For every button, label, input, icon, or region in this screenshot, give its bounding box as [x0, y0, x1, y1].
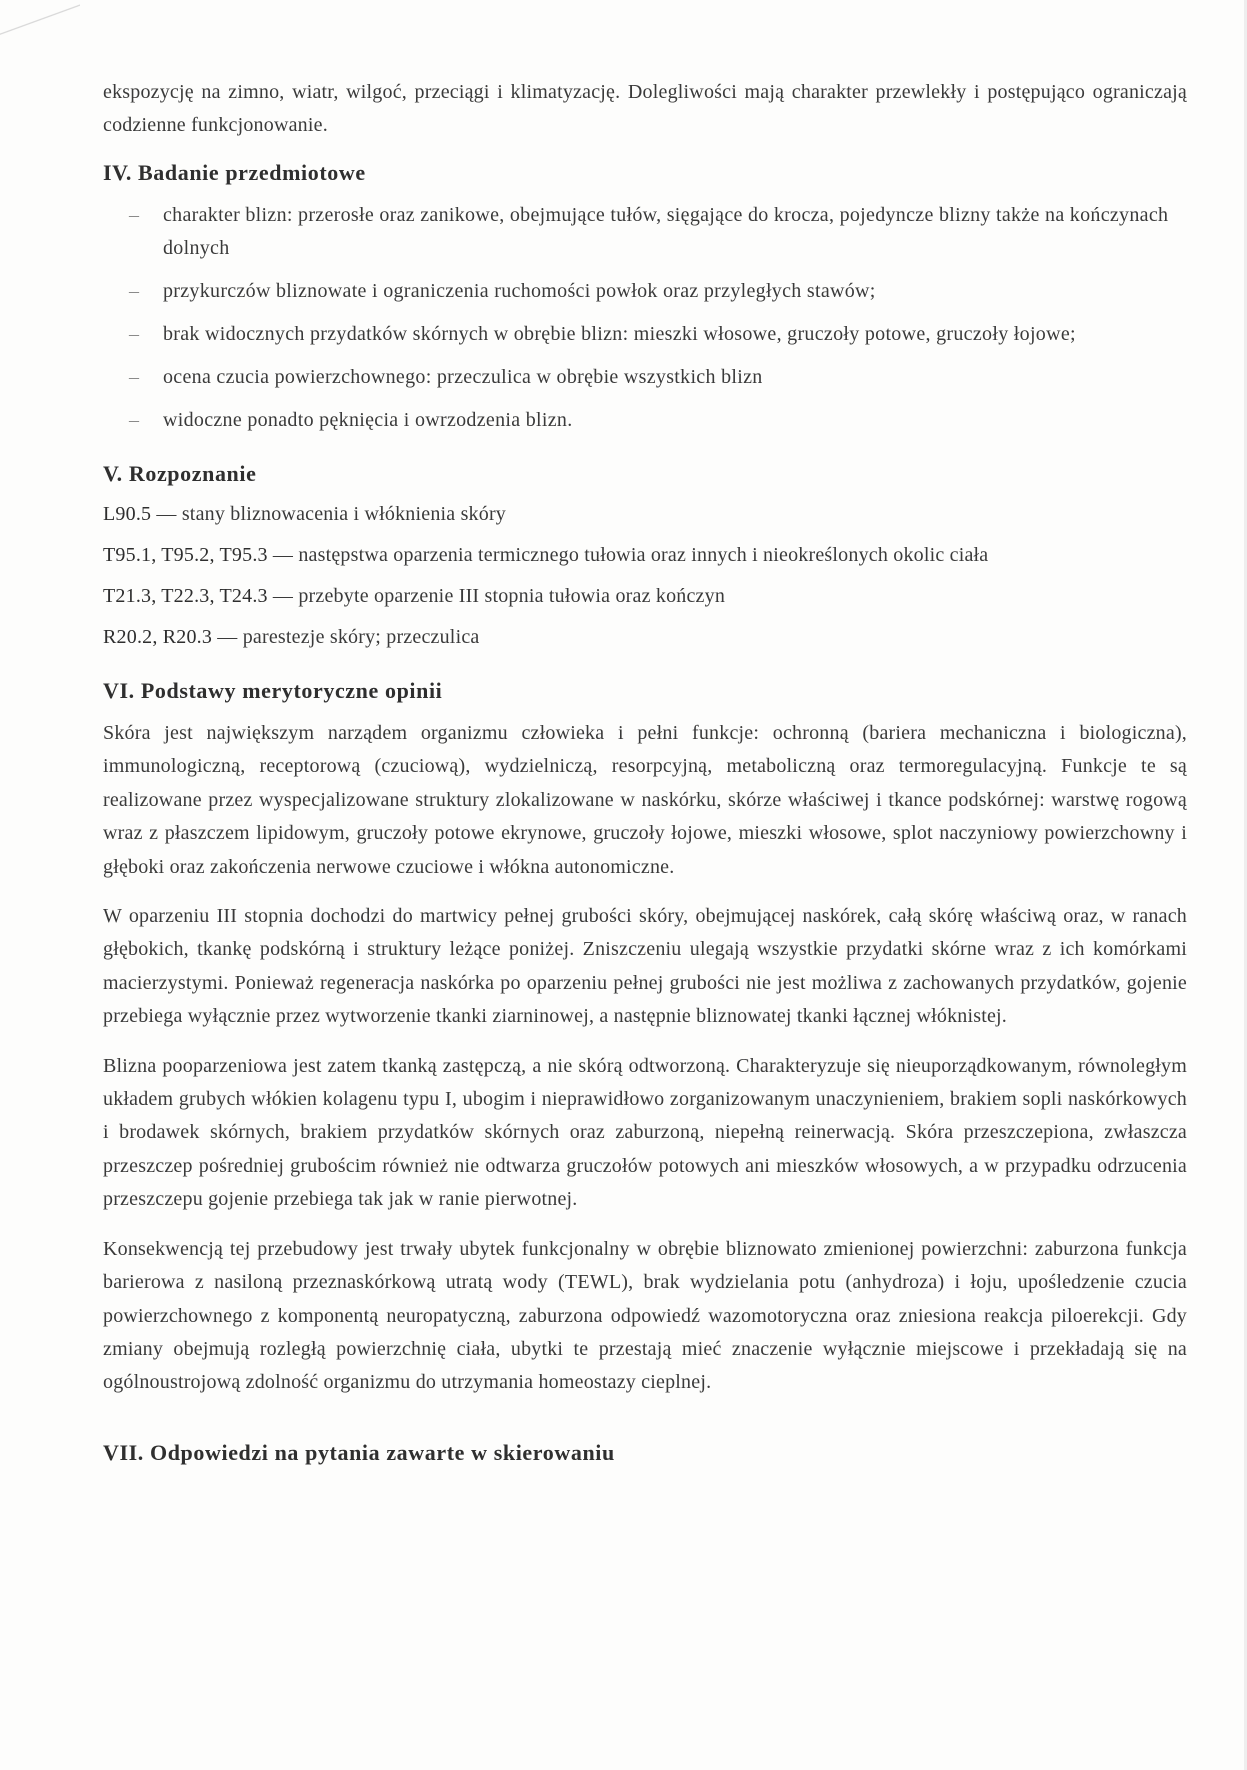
- diagnosis-code: T21.3, T22.3, T24.3: [103, 585, 268, 607]
- diagnosis-row: [103, 580, 1187, 613]
- diagnosis-description: następstwa oparzenia termicznego tułowia oraz innych i nieokreślonych okolic ciała: [298, 544, 989, 566]
- dash-bullet: –: [129, 280, 140, 302]
- diagnosis-description: stany bliznowacenia i włóknienia skóry: [181, 503, 507, 525]
- list-item: [103, 318, 1187, 351]
- list-item: [103, 404, 1187, 437]
- body-paragraph: Konsekwencją tej przebudowy jest trwały ubytek funkcjonalny w obrębie bliznowato zmienionej powierzchni: zaburzona funkcja barierowa z nasiloną przeznaskórkową utratą wody (TEWL), brak wydzielania potu (anhydroza) i łoju, upośledzenie czucia powierzchownego z komponentą neuropatyczną, zaburzona odpowiedź wazomotoryczna oraz zniesiona reakcja piloerekcji. Gdy zmiany obejmują rozległą powierzchnię ciała, ubytki te przestają mieć znaczenie wyłącznie miejscowe i przekładają się na ogólnoustrojową zdolność organizmu do utrzymania homeostazy cieplnej.: [103, 1237, 1187, 1394]
- finding-text: charakter blizn: przerosłe oraz zanikowe, obejmujące tułów, sięgające do krocza, pojedyncze blizny także na kończynach dolnych: [163, 204, 1169, 259]
- diagnosis-separator: —: [151, 503, 182, 525]
- scan-corner-mark: [0, 0, 80, 40]
- diagnosis-code: L90.5: [103, 503, 152, 525]
- body-paragraph: Blizna pooparzeniowa jest zatem tkanką zastępczą, a nie skórą odtworzoną. Charakteryzuje się nieuporządkowanym, równoległym układem grubych włókien kolagenu typu I, ubogim i nieprawidłowo zorganizowanym unaczynieniem, brakiem sopli naskórkowych i brodawek skórnych, brakiem przydatków skórnych oraz zaburzoną, niepełną reinerwacją. Skóra przeszczepiona, zwłaszcza przeszczep pośredniej grubościm również nie odtwarza gruczołów potowych ani mieszków włosowych, a w przypadku odrzucenia przeszczepu gojenie przebiega tak jak w ranie pierwotnej.: [103, 1054, 1187, 1211]
- diagnosis-description: parestezje skóry; przeczulica: [242, 626, 480, 648]
- finding-text: przykurczów bliznowate i ograniczenia ruchomości powłok oraz przyległych stawów;: [163, 280, 876, 302]
- section-vii-heading: VII. Odpowiedzi na pytania zawarte w skierowaniu: [103, 1439, 615, 1465]
- intro-paragraph: ekspozycję na zimno, wiatr, wilgoć, przeciągi i klimatyzację. Dolegliwości mają charakter przewlekły i postępująco ograniczają codzienne funkcjonowanie.: [103, 81, 1187, 136]
- diagnosis-separator: —: [212, 626, 243, 648]
- dash-bullet: –: [129, 409, 140, 431]
- dash-bullet: –: [129, 366, 140, 388]
- section-vi-heading: VI. Podstawy merytoryczne opinii: [103, 678, 443, 703]
- finding-text: brak widocznych przydatków skórnych w obrębie blizn: mieszki włosowe, gruczoły potowe, gruczoły łojowe;: [163, 323, 1076, 345]
- body-paragraph: W oparzeniu III stopnia dochodzi do martwicy pełnej grubości skóry, obejmującej naskórek, całą skórę właściwą oraz, w ranach głębokich, tkankę podskórną i struktury leżące poniżej. Zniszczeniu ulegają wszystkie przydatki skórne wraz z ich komórkami macierzystymi. Ponieważ regeneracja naskórka po oparzeniu pełnej grubości nie jest możliwa z zachowanych przydatków, gojenie przebiega wyłącznie przez wytworzenie tkanki ziarninowej, a następnie bliznowatej tkanki łącznej włóknistej.: [103, 905, 1187, 1028]
- findings-list: [103, 199, 1187, 437]
- section-iv-heading: IV. Badanie przedmiotowe: [103, 160, 366, 185]
- list-item: [103, 361, 1187, 394]
- diagnosis-row: [103, 621, 1187, 654]
- section-v-heading: V. Rozpoznanie: [103, 461, 257, 486]
- list-item: [103, 199, 1187, 265]
- dash-bullet: –: [129, 323, 140, 345]
- finding-text: ocena czucia powierzchownego: przeczulica w obrębie wszystkich blizn: [163, 366, 763, 388]
- diagnosis-description: przebyte oparzenie III stopnia tułowia oraz kończyn: [298, 585, 726, 607]
- diagnosis-row: [103, 539, 1187, 572]
- diagnosis-row: [103, 498, 1187, 531]
- diagnosis-code: R20.2, R20.3: [103, 626, 213, 648]
- diagnosis-code: T95.1, T95.2, T95.3: [103, 544, 268, 566]
- diagnosis-separator: —: [267, 585, 299, 607]
- diagnosis-separator: —: [267, 544, 299, 566]
- finding-text: widoczne ponadto pęknięcia i owrzodzenia blizn.: [163, 409, 573, 431]
- list-item: [103, 275, 1187, 308]
- body-paragraph: Skóra jest największym narządem organizmu człowieka i pełni funkcje: ochronną (bariera mechaniczna i biologiczna), immunologiczną, receptorową (czuciową), wydzielniczą, resorpcyjną, metaboliczną oraz termoregulacyjną. Funkcje te są realizowane przez wyspecjalizowane struktury zlokalizowane w naskórku, skórze właściwej i tkance podskórnej: warstwę rogową wraz z płaszczem lipidowym, gruczoły potowe ekrynowe, gruczoły łojowe, mieszki włosowe, splot naczyniowy powierzchowny i głęboki oraz zakończenia nerwowe czuciowe i włókna autonomiczne.: [103, 722, 1187, 878]
- dash-bullet: –: [129, 204, 140, 226]
